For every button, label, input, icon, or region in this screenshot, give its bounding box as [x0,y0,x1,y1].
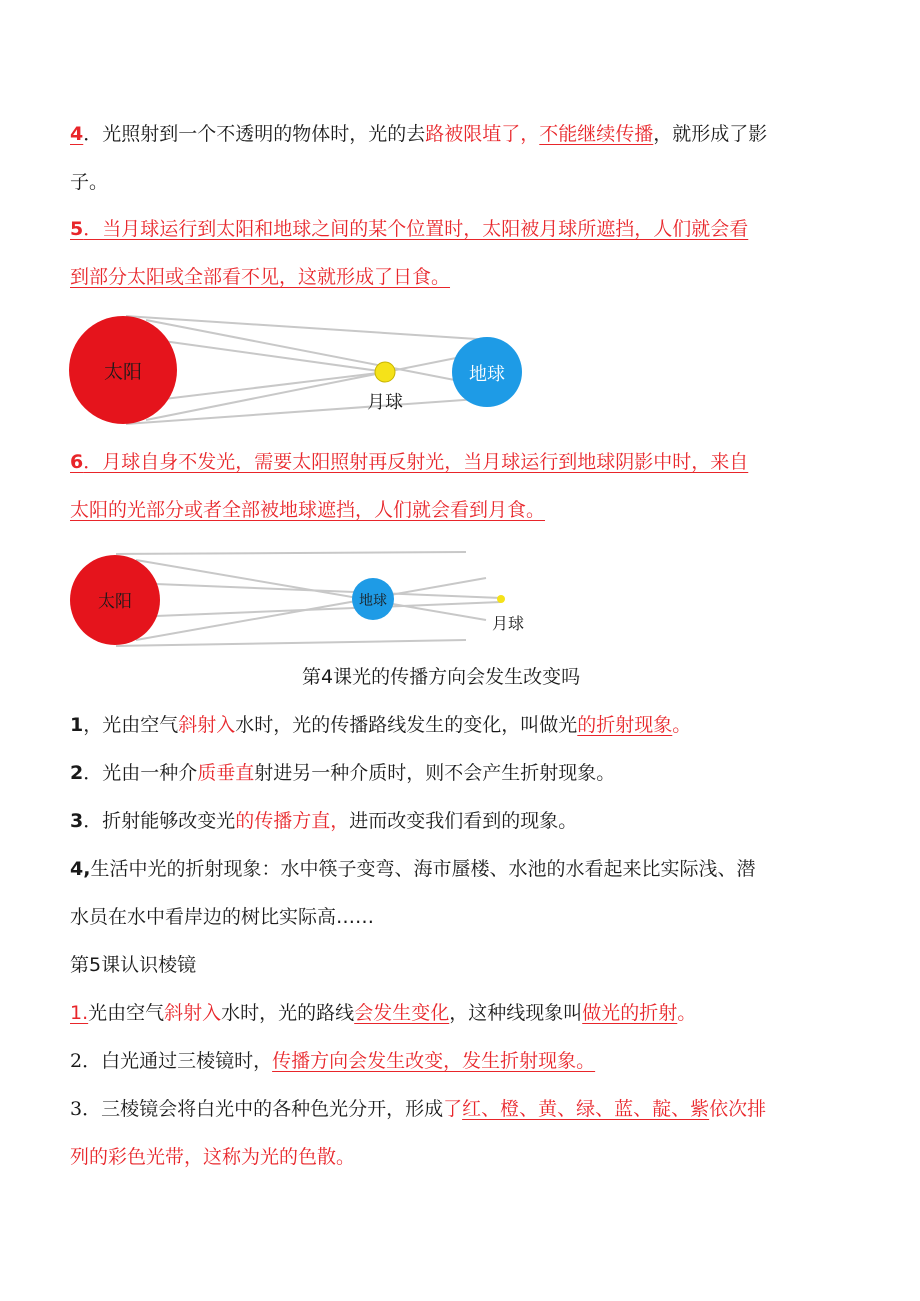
lesson-5-item-3-line-2: 列的彩色光带，这称为光的色散。 [70,1146,356,1168]
light-rays [126,316,506,424]
item-4-line-1: 4．光照射到一个不透明的物体时，光的去路被限埴了，不能继续传播，就形成了影 [70,123,768,145]
moon-label: 月球 [491,614,525,633]
lesson-5-item-2: 2．白光通过三棱镜时，传播方向会发生改变，发生折射现象。 [70,1050,596,1072]
lesson-5-item-1: 1.光由空气斜射入水时，光的路线会发生变化，这种线现象叫做光的折射。 [70,1002,697,1024]
lesson-4-item-3: 3．折射能够改变光的传播方直，进而改变我们看到的现象。 [70,810,578,832]
moon-circle [497,595,505,603]
item-6-line-2: 太阳的光部分或者全部被地球遮挡，人们就会看到月食。 [70,499,546,521]
lesson-4-item-1: 1，光由空气斜射入水时，光的传播路线发生的变化，叫做光的折射现象。 [70,714,692,736]
lesson-4-item-4-line-2: 水员在水中看岸边的树比实际高…… [70,906,375,928]
moon-label: 月球 [367,392,403,413]
lesson-4-item-4-line-1: 4,生活中光的折射现象：水中筷子变弯、海市蜃楼、水池的水看起来比实际浅、潜 [70,858,756,880]
item-number: 4 [70,123,84,145]
solar-eclipse-diagram [66,310,536,430]
lesson-4-item-2: 2．光由一种介质垂直射进另一种介质时，则不会产生折射现象。 [70,762,616,784]
earth-label: 地球 [469,364,505,385]
item-6-line-1: 6．月球自身不发光，需要太阳照射再反射光，当月球运行到地球阴影中时，来自 [70,451,749,473]
item-4-line-2: 子。 [70,171,109,193]
lesson-5-title: 第5课认识棱镜 [70,954,197,976]
sun-label: 太阳 [98,592,132,612]
highlight: 不能继续传播 [539,123,654,145]
light-rays [116,552,501,646]
lesson-4-title: 第4课光的传播方向会发生改变吗 [302,666,581,688]
item-5-line-2: 到部分太阳或全部看不见，这就形成了日食。 [70,266,451,288]
sun-label: 太阳 [103,361,143,383]
earth-label: 地球 [359,593,387,609]
lesson-5-item-3-line-1: 3．三棱镜会将白光中的各种色光分开，形成了红、橙、黄、绿、蓝、靛、紫依次排 [70,1098,767,1120]
moon-circle [375,362,395,382]
lunar-eclipse-diagram [66,550,536,650]
item-5-line-1: 5．当月球运行到太阳和地球之间的某个位置时，太阳被月球所遮挡，人们就会看 [70,218,749,240]
